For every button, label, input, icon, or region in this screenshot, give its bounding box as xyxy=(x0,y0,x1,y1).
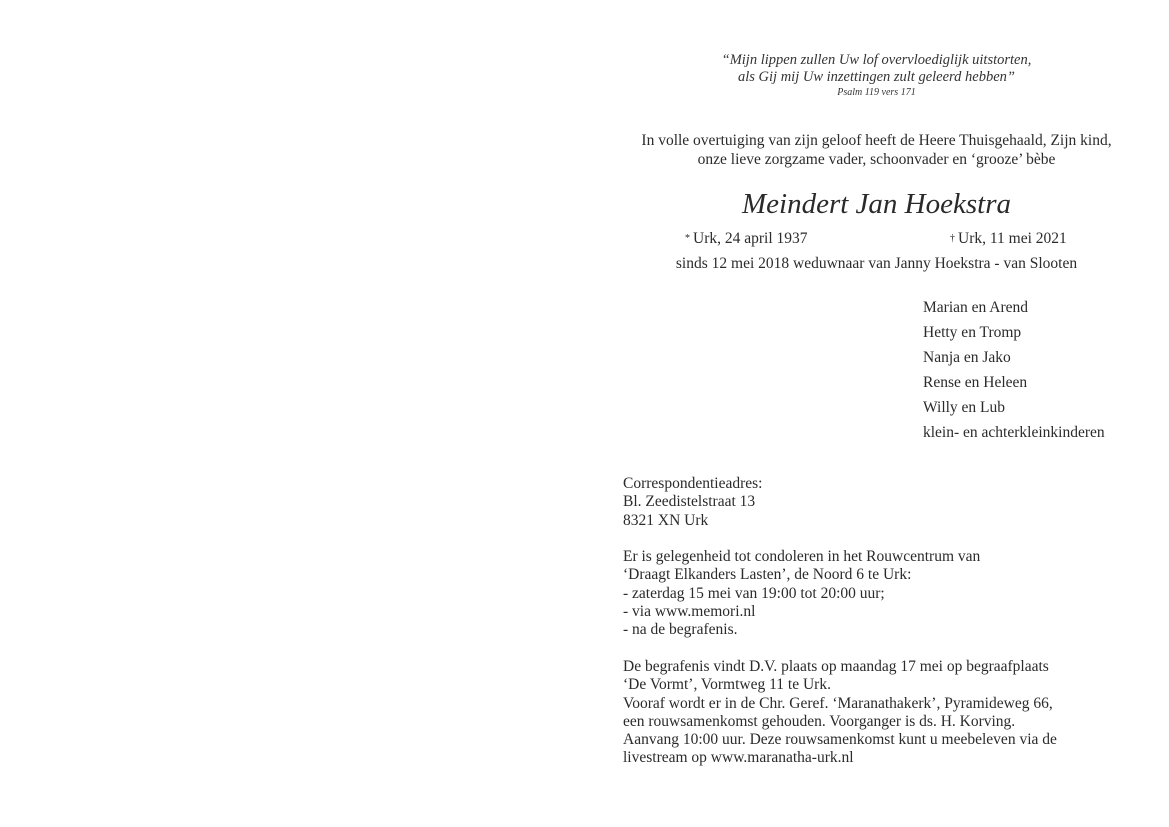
correspondence-address xyxy=(623,475,762,530)
bible-quote xyxy=(584,52,1169,99)
family-member: Willy en Lub xyxy=(923,399,1006,416)
funeral-line: De begrafenis vindt D.V. plaats op maandag 17 mei op begraafplaats xyxy=(623,658,1049,675)
address-line: Bl. Zeedistelstraat 13 xyxy=(623,493,756,511)
card-content-page xyxy=(584,0,1169,827)
funeral-line: Aanvang 10:00 uur. Deze rouwsamenkomst kunt u meebeleven via de xyxy=(623,731,1057,749)
funeral-line: ‘De Vormt’, Vormtweg 11 te Urk. xyxy=(623,676,831,694)
condolence-line: ‘Draagt Elkanders Lasten’, de Noord 6 te Urk: xyxy=(623,566,912,584)
condolence-line: Er is gelegenheid tot condoleren in het Rouwcentrum van xyxy=(623,548,981,565)
death-symbol: † xyxy=(950,233,955,244)
condolence-line: - na de begrafenis. xyxy=(623,621,738,639)
address-line: Correspondentieadres: xyxy=(623,475,763,492)
intro-line-1: In volle overtuiging van zijn geloof heeft de Heere Thuisgehaald, Zijn kind, xyxy=(641,132,1112,149)
birth-text: Urk, 24 april 1937 xyxy=(693,230,808,247)
widow-line: sinds 12 mei 2018 weduwnaar van Janny Hoekstra - van Slooten xyxy=(675,255,1078,272)
funeral-line: livestream op www.maranatha-urk.nl xyxy=(623,749,854,767)
quote-line-1: “Mijn lippen zullen Uw lof overvloediglijk uitstorten, xyxy=(721,52,1032,68)
intro-line-2: onze lieve zorgzame vader, schoonvader en ‘grooze’ bèbe xyxy=(697,151,1056,168)
birth-symbol: * xyxy=(685,233,690,244)
family-member: Hetty en Tromp xyxy=(923,324,1022,341)
blank-left-page xyxy=(0,0,584,827)
death-text: Urk, 11 mei 2021 xyxy=(958,230,1067,247)
death-info xyxy=(950,229,1067,248)
condolence-line: - via www.memori.nl xyxy=(623,602,756,620)
family-member: Nanja en Jako xyxy=(923,349,1011,366)
quote-line-2: als Gij mij Uw inzettingen zult geleerd hebben” xyxy=(738,69,1015,85)
deceased-name: Meindert Jan Hoekstra xyxy=(742,188,1011,220)
family-member: Marian en Arend xyxy=(923,299,1029,316)
funeral-line: Vooraf wordt er in de Chr. Geref. ‘Maranathakerk’, Pyramideweg 66, xyxy=(623,694,1053,712)
family-list xyxy=(923,295,1105,445)
birth-info xyxy=(685,229,808,248)
quote-reference: Psalm 119 vers 171 xyxy=(837,87,916,98)
family-member: klein- en achterkleinkinderen xyxy=(923,424,1105,441)
family-member: Rense en Heleen xyxy=(923,374,1028,391)
address-line: 8321 XN Urk xyxy=(623,511,709,529)
condolence-info xyxy=(623,548,980,639)
funeral-line: een rouwsamenkomst gehouden. Voorganger is ds. H. Korving. xyxy=(623,712,1016,730)
condolence-line: - zaterdag 15 mei van 19:00 tot 20:00 uur; xyxy=(623,584,885,602)
intro-text xyxy=(584,131,1169,169)
funeral-info xyxy=(623,658,1057,768)
